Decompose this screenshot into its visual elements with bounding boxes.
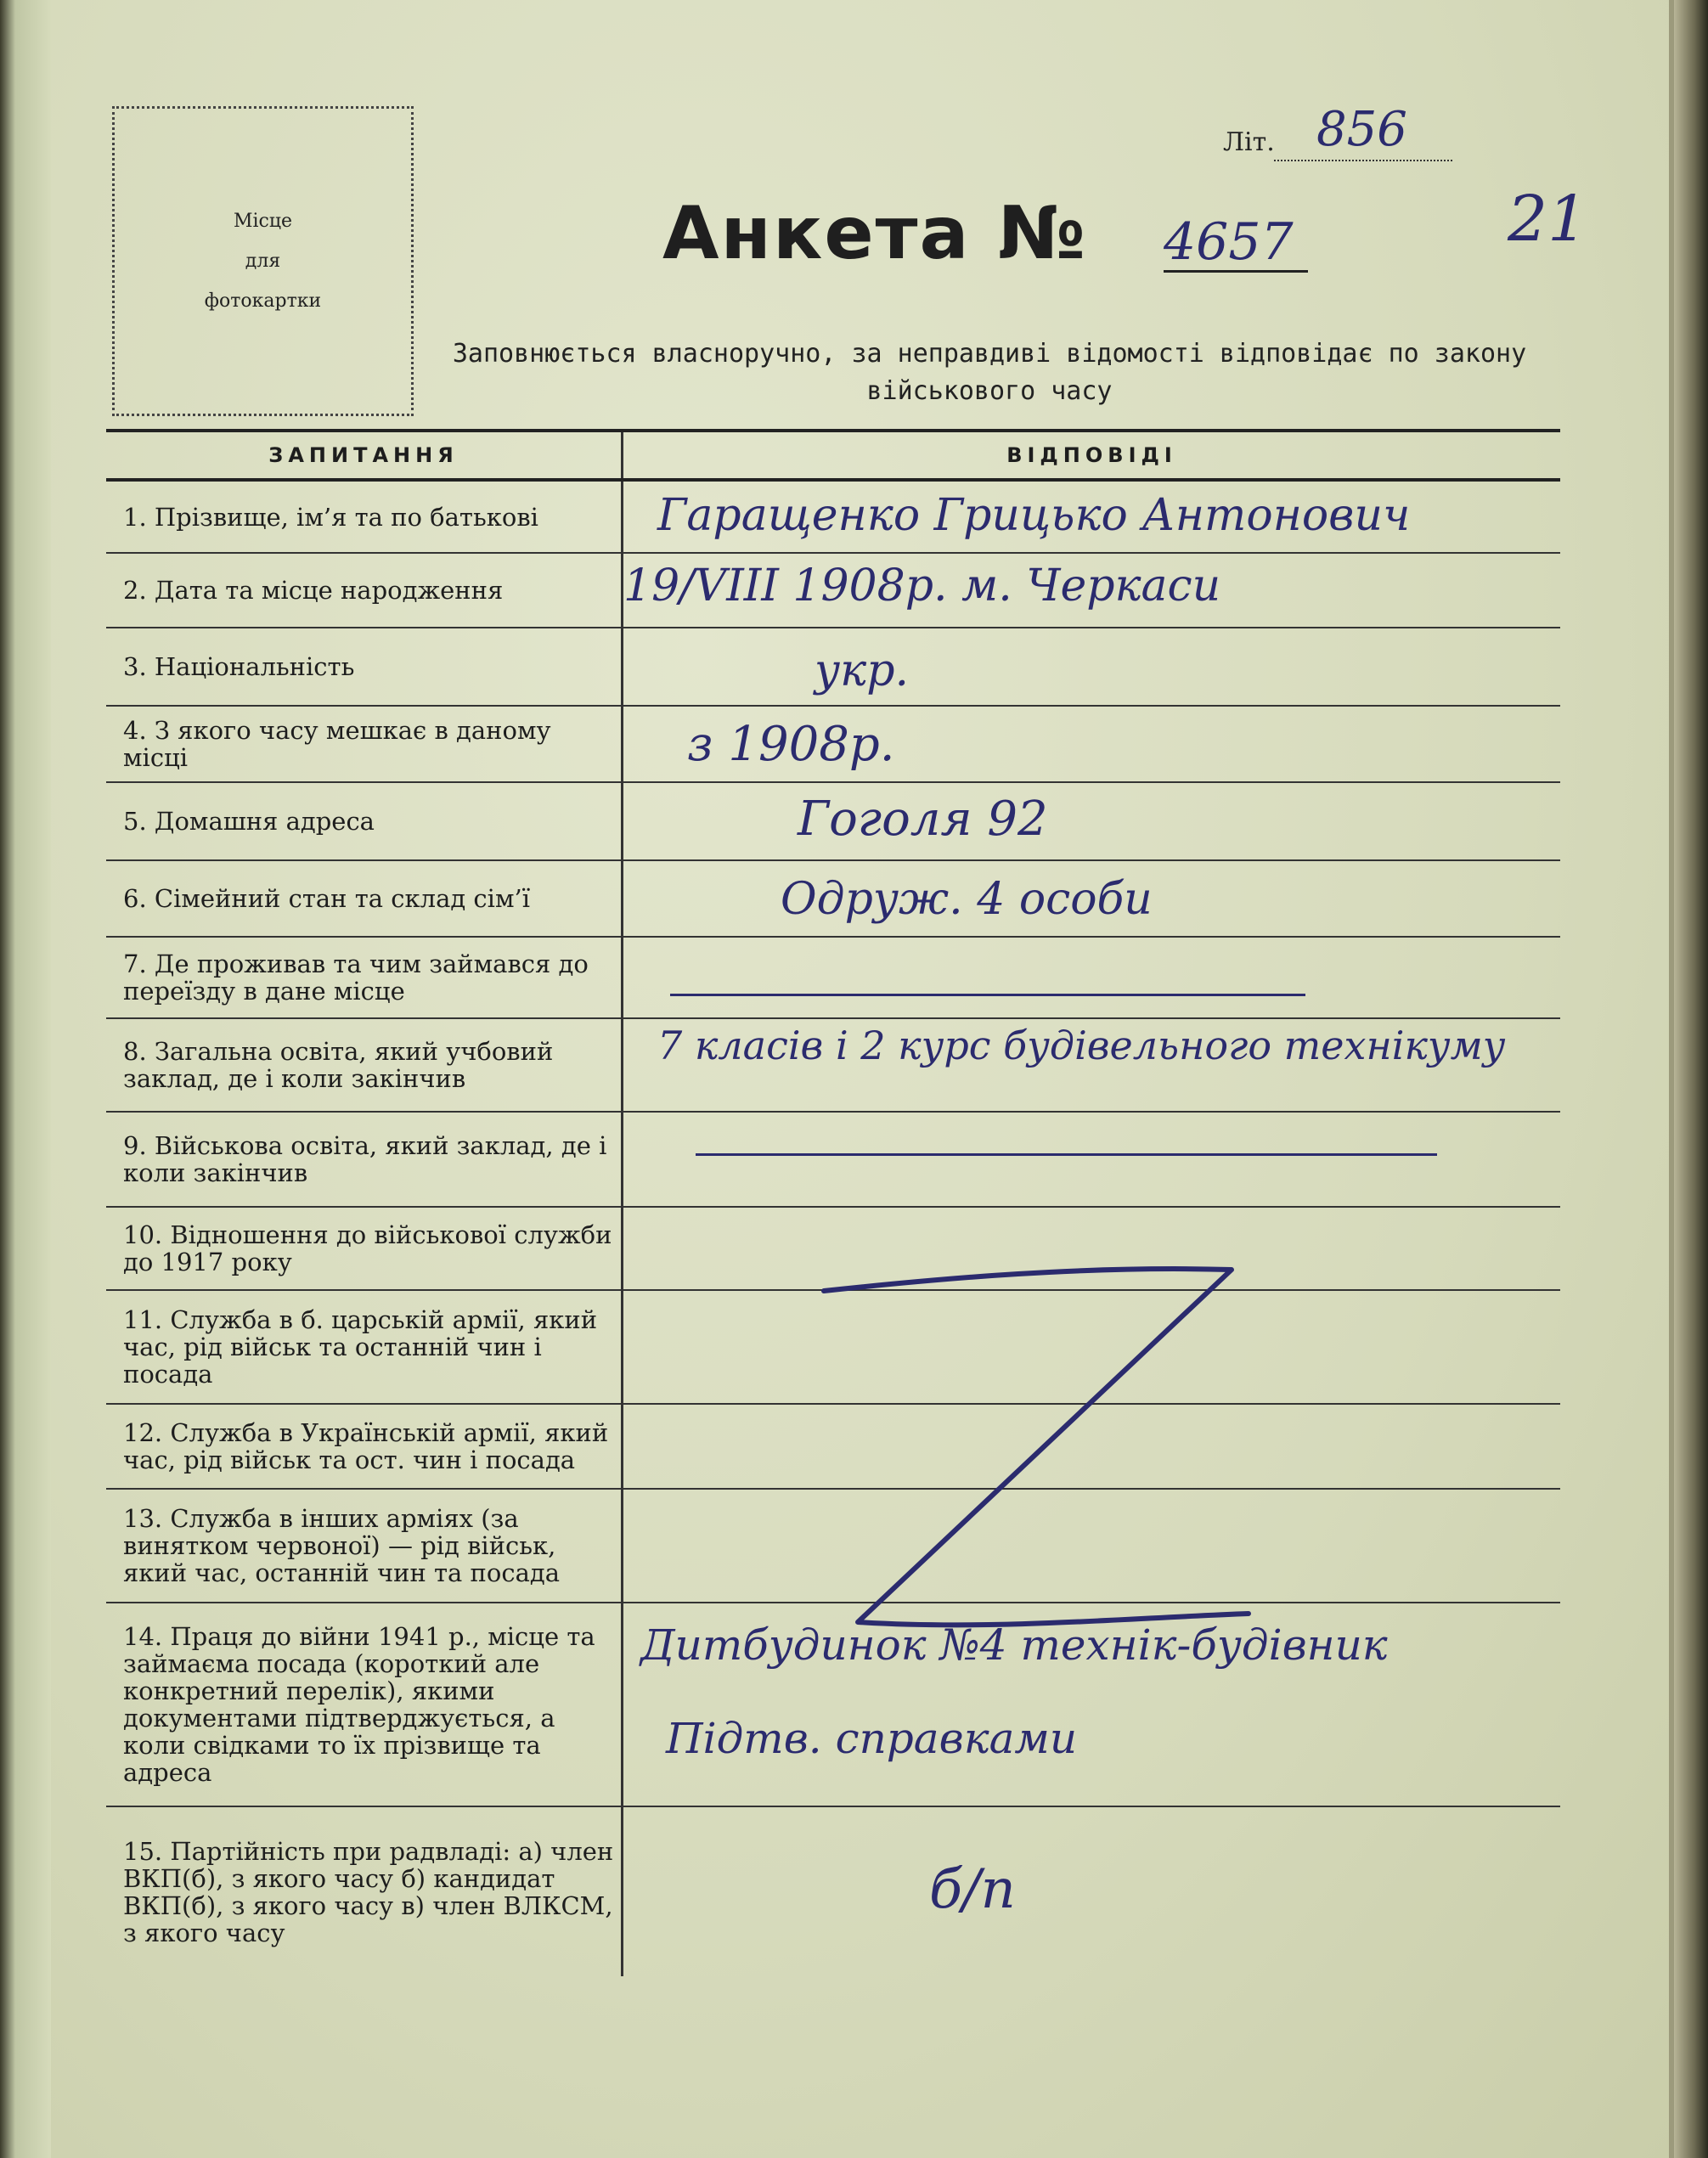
form-subtitle xyxy=(437,335,1542,410)
answer-15: б/п xyxy=(929,1858,1016,1921)
subtitle-line-1: Заповнюється власноручно, за неправдиві відомості відповідає по закону xyxy=(452,339,1527,369)
answer-1: Гаращенко Грицько Антонович xyxy=(657,490,1411,541)
table-row xyxy=(106,782,1560,860)
answer-7-cell xyxy=(623,937,1561,1018)
answer-6: Одруж. 4 особи xyxy=(781,874,1153,925)
answer-8: 7 класів і 2 курс будівельного технікуму xyxy=(657,1023,1506,1068)
question-9: 9. Військова освіта, який заклад, де і коли закінчив xyxy=(106,1112,623,1207)
table-row xyxy=(106,706,1560,782)
answer-15-cell xyxy=(623,1806,1561,1976)
question-3: 3. Національність xyxy=(106,628,623,706)
question-7: 7. Де проживав та чим займався до переїзду в дане місце xyxy=(106,937,623,1018)
answer-4-cell xyxy=(623,706,1561,782)
answer-7-dash xyxy=(670,994,1305,996)
table-row xyxy=(106,937,1560,1018)
left-page-edge xyxy=(0,0,51,2158)
table-row xyxy=(106,553,1560,628)
answer-2-cell xyxy=(623,553,1561,628)
answer-3: укр. xyxy=(815,645,910,696)
lit-line xyxy=(1274,160,1452,161)
question-8: 8. Загальна освіта, який учбовий заклад, де і коли закінчив xyxy=(106,1018,623,1112)
question-2: 2. Дата та місце народження xyxy=(106,553,623,628)
question-6: 6. Сімейний стан та склад сім’ї xyxy=(106,860,623,937)
cross-out-z-mark xyxy=(807,1231,1265,1673)
photo-label-2: для xyxy=(245,251,281,272)
question-11: 11. Служба в б. царській армії, який час, рід військ та останній чин і посада xyxy=(106,1290,623,1404)
question-1: 1. Прізвище, ім’я та по батькові xyxy=(106,480,623,553)
lit-label: Літ. xyxy=(1223,127,1275,157)
answer-4: з 1908р. xyxy=(687,717,895,772)
answer-14-note: Підтв. справками xyxy=(666,1714,1078,1763)
table-header-row xyxy=(106,431,1560,480)
answer-6-cell xyxy=(623,860,1561,937)
answer-5-cell xyxy=(623,782,1561,860)
question-10: 10. Відношення до військової служби до 1917 року xyxy=(106,1207,623,1290)
table-row xyxy=(106,860,1560,937)
photo-label-3: фотокартки xyxy=(204,290,322,312)
answer-9-cell xyxy=(623,1112,1561,1207)
answer-3-cell xyxy=(623,628,1561,706)
lit-value: 856 xyxy=(1316,102,1407,157)
table-row xyxy=(106,628,1560,706)
question-4: 4. З якого часу мешкає в даному місці xyxy=(106,706,623,782)
photo-placeholder xyxy=(112,106,414,416)
form-number: 4657 xyxy=(1164,212,1294,272)
question-13: 13. Служба в інших арміях (за винятком червоної) — рід військ, який час, останній чин та посада xyxy=(106,1489,623,1603)
answer-14: Дитбудинок №4 технік-будівник xyxy=(640,1620,1388,1670)
answer-9-dash xyxy=(696,1153,1437,1156)
answer-5: Гоголя 92 xyxy=(798,792,1048,847)
question-15: 15. Партійність при радвладі: а) член ВКП(б), з якого часу б) кандидат ВКП(б), з якого часу в) член ВЛКСМ, з якого часу xyxy=(106,1806,623,1976)
question-14: 14. Праця до війни 1941 р., місце та займаєма посада (короткий але конкретний перелік), якими документами підтверджується, а коли свідками то їх прізвище та адреса xyxy=(106,1603,623,1806)
corner-number: 21 xyxy=(1508,183,1588,256)
question-12: 12. Служба в Українській армії, який час, рід військ та ост. чин і посада xyxy=(106,1404,623,1489)
table-row xyxy=(106,1018,1560,1112)
right-page-edge xyxy=(1674,0,1708,2158)
answer-8-cell xyxy=(623,1018,1561,1112)
form-title: Анкета № xyxy=(662,191,1087,276)
table-row xyxy=(106,1806,1560,1976)
table-row xyxy=(106,1112,1560,1207)
answers-header: ВІДПОВІДІ xyxy=(623,431,1561,480)
answer-2: 19/VIII 1908р. м. Черкаси xyxy=(623,561,1221,611)
photo-label-1: Місце xyxy=(233,211,293,232)
answer-1-cell xyxy=(623,480,1561,553)
table-row xyxy=(106,480,1560,553)
questionnaire-table xyxy=(106,429,1560,1976)
question-5: 5. Домашня адреса xyxy=(106,782,623,860)
questions-header: ЗАПИТАННЯ xyxy=(106,431,623,480)
subtitle-line-2: військового часу xyxy=(866,376,1113,406)
